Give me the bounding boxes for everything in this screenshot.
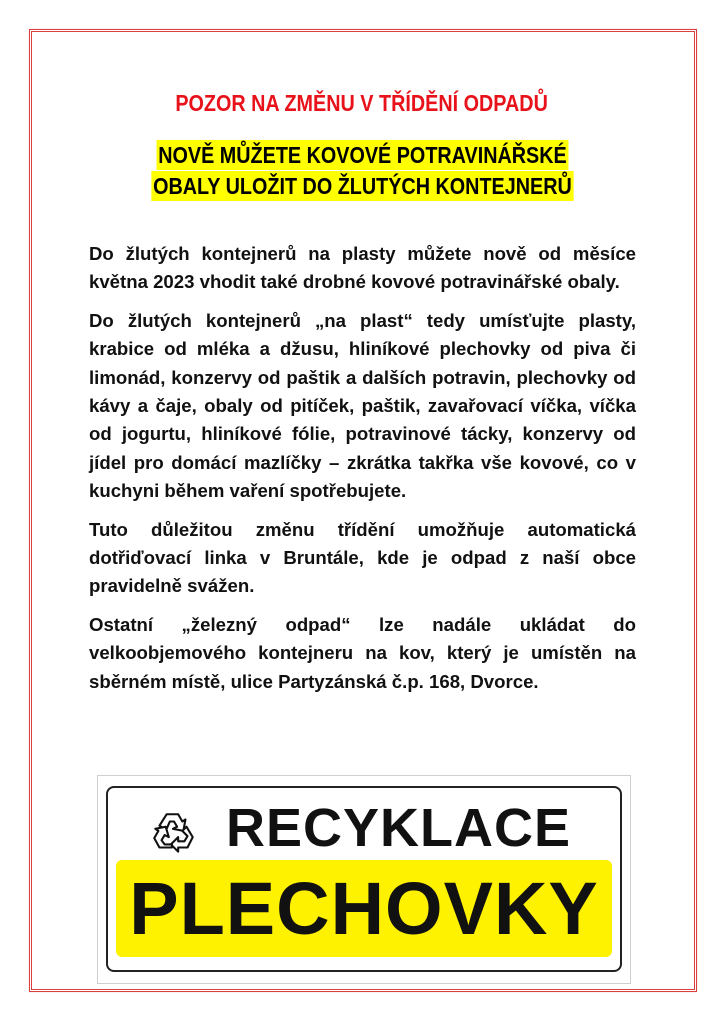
page-title [0, 88, 724, 118]
paragraph-3: Tuto důležitou změnu třídění umožňuje automatická dotřiďovací linka v Bruntále, kde je odpad z naší obce pravidelně svážen. [89, 518, 636, 597]
recycling-sign [97, 775, 631, 984]
paragraph-1: Do žlutých kontejnerů na plasty můžete nově od měsíce května 2023 vhodit také drobné kovové potravinářské obaly. [89, 243, 636, 293]
paragraph-2: Do žlutých kontejnerů „na plast“ tedy umísťujte plasty, krabice od mléka a džusu, hliníkové plechovky od piva či limonád, konzervy od paštik a dalších potravin, plechovky od kávy a čaje, obaly od pitíček, paštik, zavařovací víčka, víčka od jogurtu, hliníkové fólie, potravinové tácky, konzervy od jídel pro domácí mazlíčky – zkrátka takřka vše kovové, co v kuchyni během vaření spotřebujete. [89, 309, 636, 502]
sign-frame [106, 786, 622, 972]
subtitle-line-2-text: OBALY ULOŽIT DO ŽLUTÝCH KONTEJNERŮ [152, 173, 572, 199]
subtitle-line-1-text: NOVĚ MŮŽETE KOVOVÉ POTRAVINÁŘSKÉ [157, 142, 567, 168]
body-text [89, 240, 636, 706]
recycle-icon [148, 808, 200, 860]
sign-bottom-text: PLECHOVKY [129, 867, 599, 950]
page-title-text: POZOR NA ZMĚNU V TŘÍDĚNÍ ODPADŮ [175, 90, 549, 116]
sign-top-text: RECYKLACE [226, 798, 572, 858]
sign-yellow-bar [116, 860, 612, 957]
subtitle-line-1 [0, 140, 724, 170]
paragraph-4: Ostatní „železný odpad“ lze nadále ukládat do velkoobjemového kontejneru na kov, který je umístěn na sběrném místě, ulice Partyzánská č.p. 168, Dvorce. [89, 613, 636, 692]
subtitle-line-2 [0, 171, 724, 201]
